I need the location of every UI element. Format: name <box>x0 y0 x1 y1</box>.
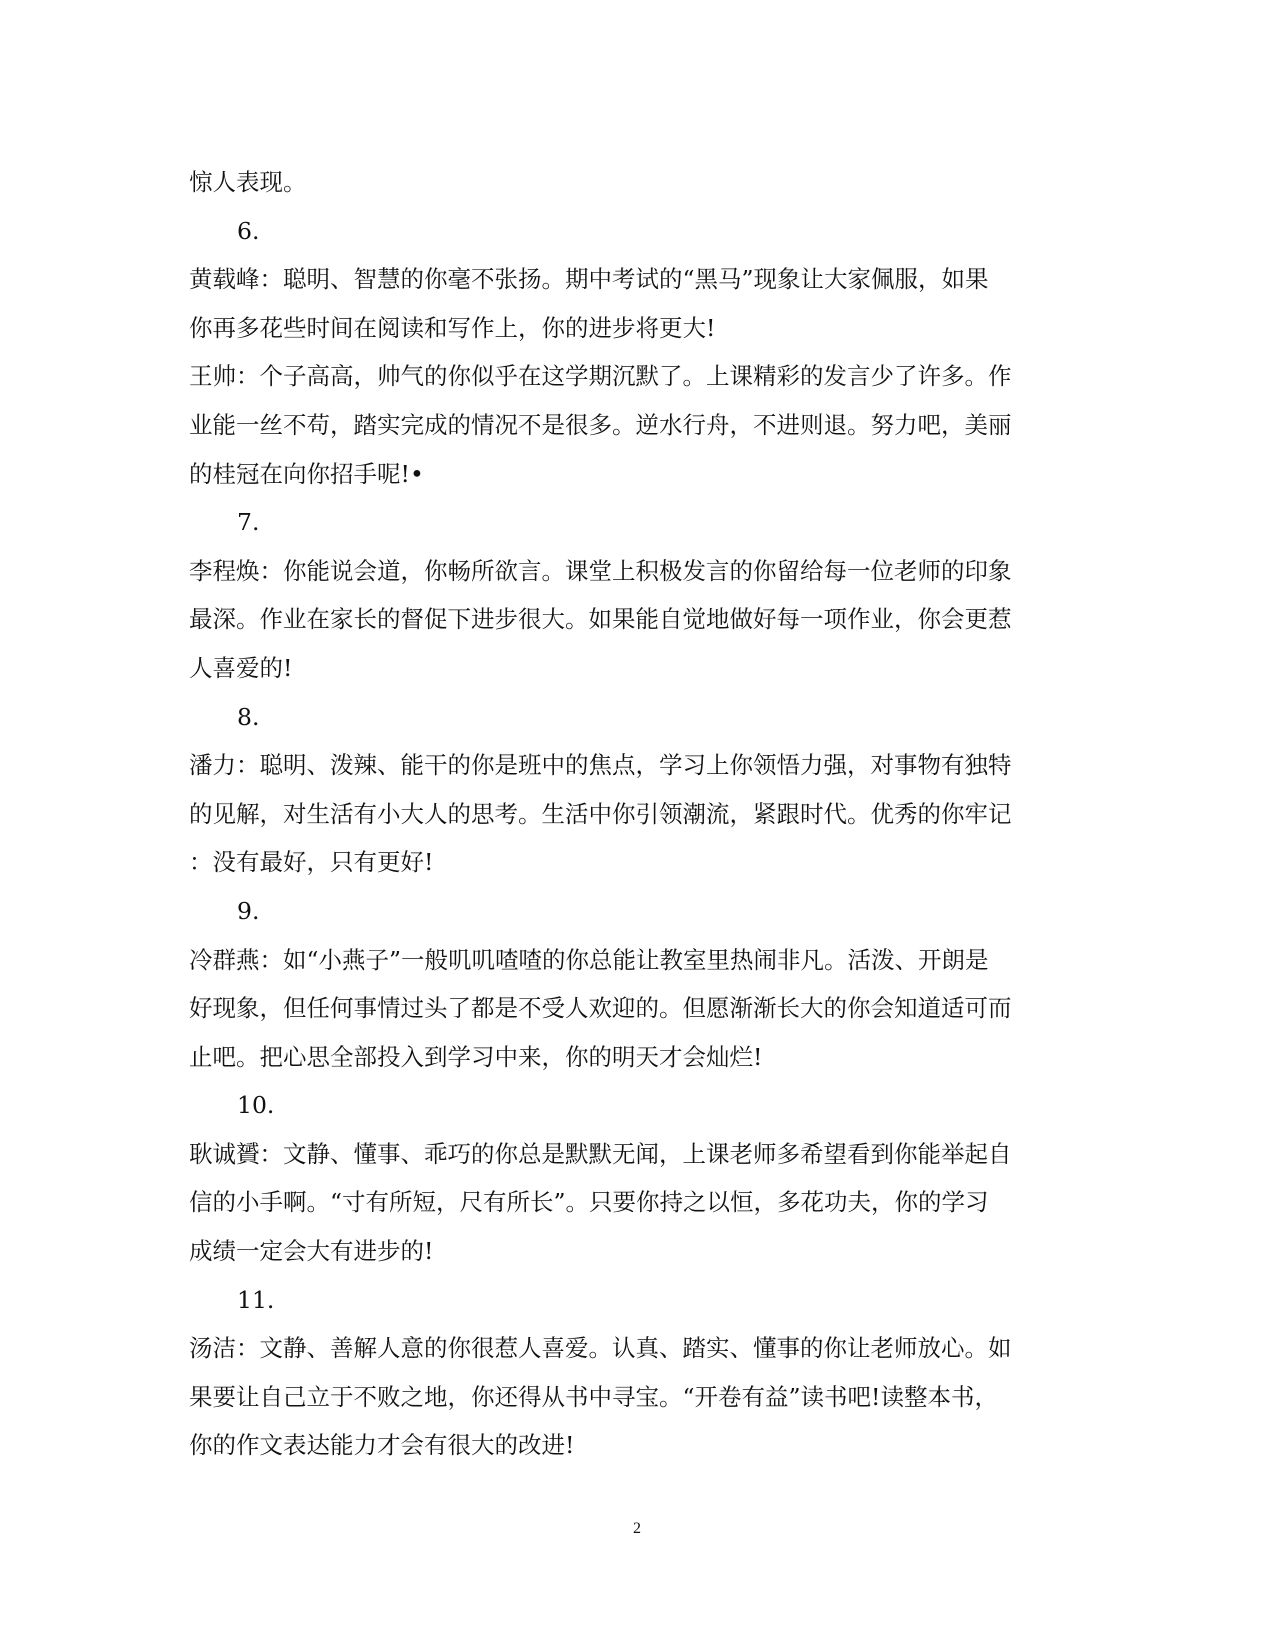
body-line: 人喜爱的! <box>189 653 293 682</box>
body-line: 信的小手啊。“寸有所短，尺有所长”。只要你持之以恒，多花功夫，你的学习 <box>189 1188 989 1217</box>
item-number: 10. <box>237 1091 275 1120</box>
body-line: 最深。作业在家长的督促下进步很大。如果能自觉地做好每一项作业，你会更惹 <box>189 605 1012 634</box>
body-line: 王帅：个子高高，帅气的你似乎在这学期沉默了。上课精彩的发言少了许多。作 <box>189 362 1012 391</box>
body-line: 黄载峰：聪明、智慧的你毫不张扬。期中考试的“黑马”现象让大家佩服，如果 <box>189 265 989 294</box>
body-line: 冷群燕：如“小燕子”一般叽叽喳喳的你总能让教室里热闹非凡。活泼、开朗是 <box>189 945 989 974</box>
body-line: 的见解，对生活有小大人的思考。生活中你引领潮流，紧跟时代。优秀的你牢记 <box>189 799 1012 828</box>
body-line: 果要让自己立于不败之地，你还得从书中寻宝。“开卷有益”读书吧!读整本书， <box>189 1382 998 1411</box>
item-number: 11. <box>237 1285 275 1314</box>
item-number: 6. <box>237 216 260 245</box>
body-line: 好现象，但任何事情过头了都是不受人欢迎的。但愿渐渐长大的你会知道适可而 <box>189 994 1012 1023</box>
body-line: 李程焕：你能说会道，你畅所欲言。课堂上积极发言的你留给每一位老师的印象 <box>189 556 1012 585</box>
page-number: 2 <box>633 1520 641 1537</box>
body-line: ：没有最好，只有更好! <box>189 848 434 877</box>
body-line: 潘力：聪明、泼辣、能干的你是班中的焦点，学习上你领悟力强，对事物有独特 <box>189 751 1012 780</box>
body-line: 你再多花些时间在阅读和写作上，你的进步将更大! <box>189 313 716 342</box>
body-line: 你的作文表达能力才会有很大的改进! <box>189 1431 575 1460</box>
item-number: 8. <box>237 702 260 731</box>
body-line: 惊人表现。 <box>189 168 307 196</box>
body-line: 耿诚贇：文静、懂事、乖巧的你总是默默无闻，上课老师多希望看到你能举起自 <box>189 1139 1012 1168</box>
item-number: 9. <box>237 896 260 925</box>
body-line: 汤洁：文静、善解人意的你很惹人喜爱。认真、踏实、懂事的你让老师放心。如 <box>189 1334 1012 1363</box>
item-number: 7. <box>237 508 260 537</box>
document-body <box>189 158 1059 1470</box>
body-line: 业能一丝不苟，踏实完成的情况不是很多。逆水行舟，不进则退。努力吧，美丽 <box>189 410 1012 439</box>
body-line: 成绩一定会大有进步的! <box>189 1237 434 1266</box>
body-line: 的桂冠在向你招手呢!• <box>189 459 424 488</box>
body-line: 止吧。把心思全部投入到学习中来，你的明天才会灿烂! <box>189 1042 763 1071</box>
